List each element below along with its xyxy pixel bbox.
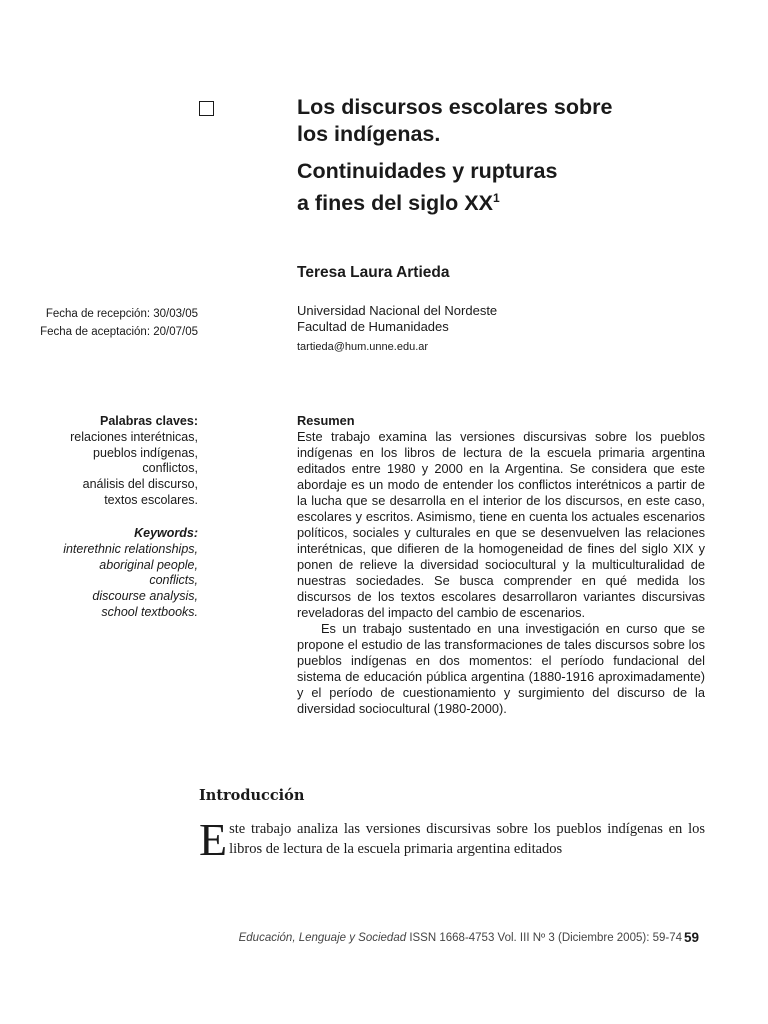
subtitle-line-2-text: a fines del siglo XX bbox=[297, 191, 493, 215]
keyword-es: conflictos, bbox=[142, 461, 198, 476]
keyword-en: conflicts, bbox=[149, 573, 198, 588]
subtitle-line-2 bbox=[297, 185, 717, 217]
abstract bbox=[297, 413, 705, 717]
subtitle-line-1: Continuidades y rupturas bbox=[297, 159, 558, 183]
introduction-heading: Introducción bbox=[199, 787, 305, 804]
title-line-2: los indígenas. bbox=[297, 122, 441, 146]
introduction-body bbox=[199, 814, 705, 865]
keyword-en: aboriginal people, bbox=[99, 557, 198, 572]
keywords-es-heading: Palabras claves: bbox=[100, 414, 198, 428]
submission-dates bbox=[40, 305, 198, 341]
journal-name: Educación, Lenguaje y Sociedad bbox=[238, 932, 407, 944]
keywords-spanish bbox=[70, 414, 198, 509]
faculty: Facultad de Humanidades bbox=[297, 319, 449, 334]
keyword-en: school textbooks. bbox=[101, 604, 198, 619]
keyword-en: interethnic relationships, bbox=[63, 541, 198, 556]
issn-citation: ISSN 1668-4753 Vol. III Nº 3 (Diciembre 2005): 59-74 bbox=[406, 932, 682, 944]
abstract-heading: Resumen bbox=[297, 413, 355, 428]
keyword-es: análisis del discurso, bbox=[82, 477, 198, 492]
abstract-paragraph-1: Este trabajo examina las versiones discursivas sobre los pueblos indígenas en los libros de lectura de la escuela primaria argentina editados entre 1980 y 2000 en la Argentina. Se considera que este abordaje es un modo de entender los conflictos interétnicos a partir de la lucha que se desarrolla en el interior de los discursos, en este caso, escolares y escritos. Asimismo, tiene en cuenta los actuales escenarios políticos, sociales y culturales en que se desenvuelven las relaciones interétnicas, que difieren de la homogeneidad de fines del siglo XIX y ponen de relieve la diversidad sociocultural y la multiculturalidad de nuestras sociedades. Se busca comprender en qué medida los discursos de los textos escolares desarrollaron variantes discursivas reveladoras del impacto del cambio de escenarios. bbox=[297, 429, 705, 620]
article-title bbox=[297, 94, 717, 148]
affiliation bbox=[297, 303, 497, 335]
footer-citation bbox=[239, 932, 682, 944]
keyword-es: pueblos indígenas, bbox=[93, 445, 198, 460]
keywords-en-heading: Keywords: bbox=[134, 526, 198, 540]
page-number: 59 bbox=[684, 930, 700, 945]
keyword-es: textos escolares. bbox=[104, 492, 198, 507]
article-subtitle bbox=[297, 158, 717, 217]
footnote-marker[interactable]: 1 bbox=[492, 191, 500, 205]
introduction-text: ste trabajo analiza las versiones discursivas sobre los pueblos indígenas en los libros de lectura de la escuela primaria argentina editados bbox=[229, 821, 705, 857]
reception-date: Fecha de recepción: 30/03/05 bbox=[45, 308, 198, 320]
keyword-en: discourse analysis, bbox=[92, 589, 198, 604]
title-line-1: Los discursos escolares sobre bbox=[297, 95, 613, 119]
author-email[interactable]: tartieda@hum.unne.edu.ar bbox=[297, 341, 429, 353]
university: Universidad Nacional del Nordeste bbox=[297, 303, 498, 318]
author-name: Teresa Laura Artieda bbox=[297, 264, 450, 281]
acceptance-date: Fecha de aceptación: 20/07/05 bbox=[40, 326, 198, 338]
square-box-icon bbox=[199, 101, 214, 116]
abstract-paragraph-2: Es un trabajo sustentado en una investigación en curso que se propone el estudio de las transformaciones de tales discursos sobre los pueblos indígenas en dos momentos: el período fundacional del sistema de educación pública argentina (1880-1916 aproximadamente) y el período de cuestionamiento y surgimiento del discurso de la diversidad sociocultural (1980-2000). bbox=[297, 621, 705, 716]
keyword-es: relaciones interétnicas, bbox=[70, 429, 198, 444]
drop-cap: E bbox=[199, 814, 228, 865]
keywords-english bbox=[63, 526, 198, 621]
